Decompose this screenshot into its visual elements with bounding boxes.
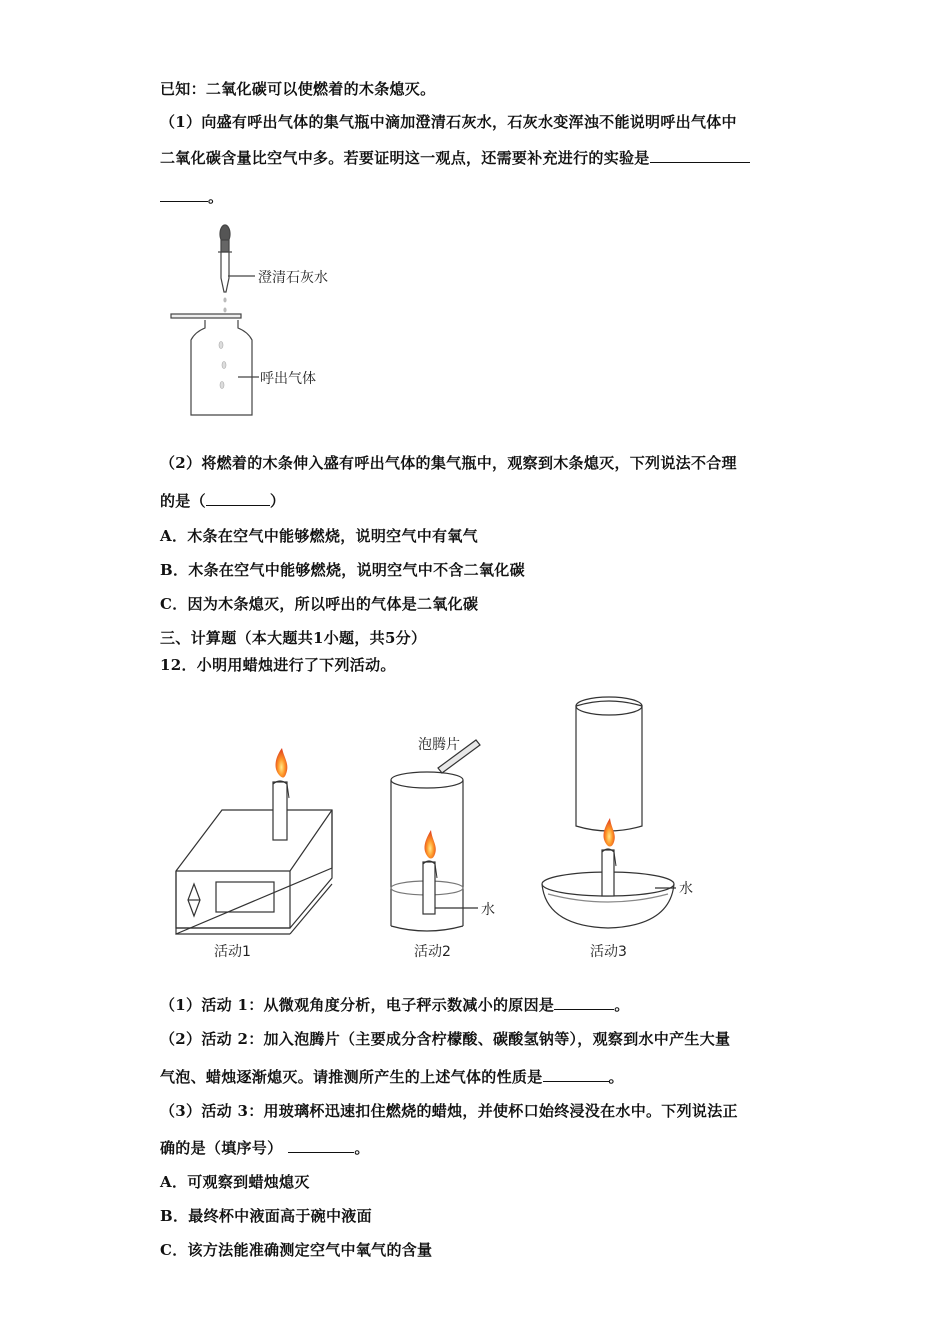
q12-option-b: B．最终杯中液面高于碗中液面 xyxy=(160,1207,372,1225)
q12-part1-text: （1）活动 1：从微观角度分析，电子秤示数减小的原因是 xyxy=(160,996,555,1014)
q12-part1-blank[interactable] xyxy=(554,995,614,1010)
q11-part1-line2 xyxy=(160,147,750,168)
q12-part2-blank[interactable] xyxy=(543,1067,609,1082)
q11-part1-blank-a[interactable] xyxy=(650,148,750,163)
q11-part1-blank-b[interactable] xyxy=(160,187,208,202)
q12-part3-line1: （3）活动 3：用玻璃杯迅速扣住燃烧的蜡烛，并使杯口始终浸没在水中。下列说法正 xyxy=(160,1102,738,1120)
known-statement: 已知：二氧化碳可以使燃着的木条熄灭。 xyxy=(160,80,436,98)
q12-part3-text: 确的是（填序号） xyxy=(160,1139,283,1157)
label-exhaled-gas: 呼出气体 xyxy=(260,371,316,387)
q12-part3-line2 xyxy=(160,1137,370,1158)
q11-part1-end: 。 xyxy=(208,188,224,206)
candle-activities-figure xyxy=(170,688,730,943)
q12-option-a: A．可观察到蜡烛熄灭 xyxy=(160,1173,310,1191)
label-activity-3: 活动3 xyxy=(590,944,627,960)
q11-part2-blank[interactable] xyxy=(206,491,270,506)
q12-part3-blank[interactable] xyxy=(288,1138,354,1153)
dropper-bottle-figure xyxy=(165,220,365,425)
q12-part2-line2 xyxy=(160,1066,624,1087)
label-water-activity2: 水 xyxy=(481,902,495,918)
label-water-activity3: 水 xyxy=(679,881,693,897)
q11-part1-line1: （1）向盛有呼出气体的集气瓶中滴加澄清石灰水，石灰水变浑浊不能说明呼出气体中 xyxy=(160,113,737,131)
label-activity-2: 活动2 xyxy=(414,944,451,960)
section-3-heading: 三、计算题（本大题共1小题，共5分） xyxy=(160,629,427,647)
q12-part1-end: 。 xyxy=(614,996,630,1014)
q12-part2-text: 气泡、蜡烛逐渐熄灭。请推测所产生的上述气体的性质是 xyxy=(160,1068,543,1086)
q11-part1-line2-text: 二氧化碳含量比空气中多。若要证明这一观点，还需要补充进行的实验是 xyxy=(160,149,650,167)
q12-option-c: C．该方法能准确测定空气中氧气的含量 xyxy=(160,1241,433,1259)
q11-part2-line1: （2）将燃着的木条伸入盛有呼出气体的集气瓶中，观察到木条熄灭，下列说法不合理 xyxy=(160,454,737,472)
label-activity-1: 活动1 xyxy=(214,944,251,960)
q11-option-c: C．因为木条熄灭，所以呼出的气体是二氧化碳 xyxy=(160,595,479,613)
label-effervescent-tablet: 泡腾片 xyxy=(418,737,460,753)
label-limewater: 澄清石灰水 xyxy=(258,270,328,286)
q12-part2-line1: （2）活动 2：加入泡腾片（主要成分含柠檬酸、碳酸氢钠等），观察到水中产生大量 xyxy=(160,1030,731,1048)
q12-part1 xyxy=(160,994,630,1015)
q12-part2-end: 。 xyxy=(608,1068,624,1086)
q11-part2-suffix: ） xyxy=(269,492,286,510)
q12-stem: 12．小明用蜡烛进行了下列活动。 xyxy=(160,656,396,674)
q11-part2-prefix: 的是（ xyxy=(160,492,206,510)
q11-part1-line3 xyxy=(160,186,223,207)
q11-part2-line2 xyxy=(160,490,285,511)
q11-option-b: B．木条在空气中能够燃烧，说明空气中不含二氧化碳 xyxy=(160,561,525,579)
q12-part3-end: 。 xyxy=(354,1139,370,1157)
q11-option-a: A．木条在空气中能够燃烧，说明空气中有氧气 xyxy=(160,527,478,545)
